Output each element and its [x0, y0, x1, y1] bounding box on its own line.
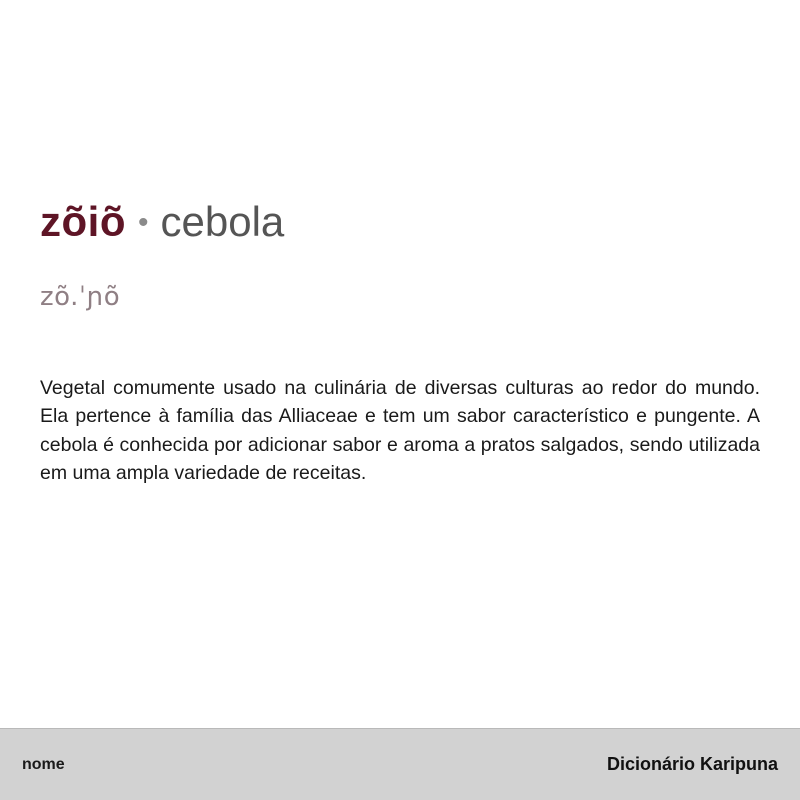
- footer-bar: [0, 728, 800, 800]
- pronunciation: zõ.ˈɲõ: [40, 282, 121, 313]
- bullet-separator-icon: •: [137, 206, 149, 239]
- headword-line: [40, 200, 760, 244]
- dictionary-source-label: Dicionário Karipuna: [606, 754, 778, 774]
- definition-text: Vegetal comumente usado na culinária de diversas culturas ao redor do mundo. Ela pertence à família das Alliaceae e tem um sabor característico e pungente. A cebola é conhecida por adicionar sabor e aroma a pratos salgados, sendo utilizada em uma ampla variedade de receitas.: [40, 377, 760, 484]
- part-of-speech-label: nome: [22, 755, 65, 773]
- translation: cebola: [160, 198, 285, 245]
- headword: zõiõ: [40, 198, 126, 245]
